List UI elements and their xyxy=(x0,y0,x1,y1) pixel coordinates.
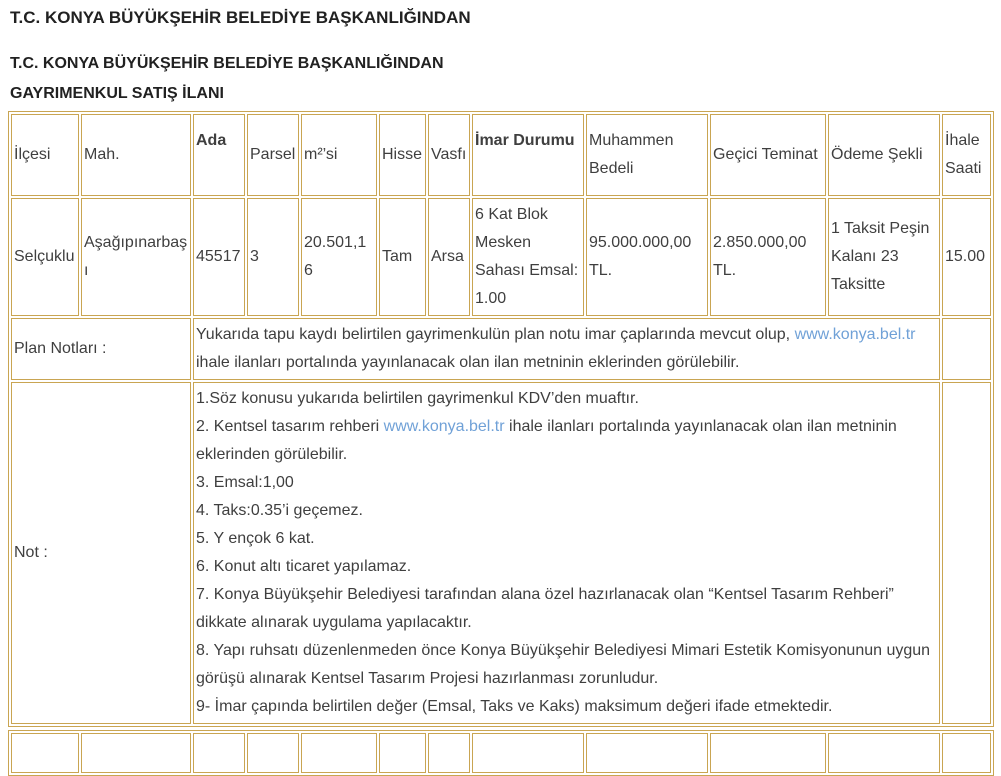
not-line-2: 2. Kentsel tasarım rehberi www.konya.bel.tr ihale ilanları portalında yayınlanacak olan ilan metninin eklerinden görülebilir. xyxy=(196,418,897,463)
col-header-muhammen-bedeli: Muhammen Bedeli xyxy=(586,114,708,196)
cell-parsel: 3 xyxy=(247,198,299,316)
col-header-gecici-teminat: Geçici Teminat xyxy=(710,114,826,196)
plan-notlari-text-after: ihale ilanları portalında yayınlanacak olan ilan metninin eklerinden görülebilir. xyxy=(196,354,740,371)
col-header-mah: Mah. xyxy=(81,114,191,196)
col-header-vasfi: Vasfı xyxy=(428,114,470,196)
plan-notlari-text-before: Yukarıda tapu kaydı belirtilen gayrimenkulün plan notu imar çaplarında mevcut olup, xyxy=(196,326,795,343)
konya-portal-link[interactable]: www.konya.bel.tr xyxy=(794,326,916,343)
cell-hisse: Tam xyxy=(379,198,426,316)
not-line-1: 1.Söz konusu yukarıda belirtilen gayrimenkul KDV’den muaftır. xyxy=(196,390,639,407)
col-header-m2si: m²’si xyxy=(301,114,377,196)
cell-ilcesi: Selçuklu xyxy=(11,198,79,316)
listing-table xyxy=(8,111,994,727)
plan-notlari-row xyxy=(11,318,991,380)
page-title: T.C. KONYA BÜYÜKŞEHİR BELEDİYE BAŞKANLIĞINDAN xyxy=(10,8,471,27)
cell-ihale-saati: 15.00 xyxy=(942,198,991,316)
col-header-hisse: Hisse xyxy=(379,114,426,196)
clipped-row xyxy=(11,733,991,773)
not-content xyxy=(193,382,940,724)
cell-muhammen-bedeli: 95.000.000,00 TL. xyxy=(586,198,708,316)
col-header-odeme-sekli: Ödeme Şekli xyxy=(828,114,940,196)
announcement-heading xyxy=(10,49,1001,109)
cell-gecici-teminat: 2.850.000,00 TL. xyxy=(710,198,826,316)
announcement-title: T.C. KONYA BÜYÜKŞEHİR BELEDİYE BAŞKANLIĞINDAN xyxy=(10,55,444,72)
cell-mah: Aşağıpınarbaşı xyxy=(81,198,191,316)
not-line-5: 5. Y ençok 6 kat. xyxy=(196,530,315,547)
plan-notlari-text xyxy=(193,318,940,380)
plan-notlari-empty-cell xyxy=(942,318,991,380)
konya-portal-link-2[interactable]: www.konya.bel.tr xyxy=(383,418,505,435)
cell-vasfi: Arsa xyxy=(428,198,470,316)
not-empty-cell xyxy=(942,382,991,724)
not-row xyxy=(11,382,991,724)
col-header-ada: Ada xyxy=(193,114,245,196)
col-header-parsel: Parsel xyxy=(247,114,299,196)
cell-ada: 45517 xyxy=(193,198,245,316)
property-row xyxy=(11,198,991,316)
not-line-7: 7. Konya Büyükşehir Belediyesi tarafından alana özel hazırlanacak olan “Kentsel Tasarım Rehberi” dikkate alınarak uygulama yapılacaktır. xyxy=(196,586,894,631)
not-line-6: 6. Konut altı ticaret yapılamaz. xyxy=(196,558,412,575)
cell-m2si: 20.501,16 xyxy=(301,198,377,316)
not-line-3: 3. Emsal:1,00 xyxy=(196,474,294,491)
table-header-row xyxy=(11,114,991,196)
announcement-subtitle: GAYRIMENKUL SATIŞ İLANI xyxy=(10,85,224,102)
not-line-8: 8. Yapı ruhsatı düzenlenmeden önce Konya Büyükşehir Belediyesi Mimari Estetik Komisyonunun uygun görüşü alınarak Kentsel Tasarım Projesi hazırlanması zorunludur. xyxy=(196,642,931,687)
not-line-9: 9- İmar çapında belirtilen değer (Emsal, Taks ve Kaks) maksimum değeri ifade etmektedir. xyxy=(196,698,833,715)
cell-odeme-sekli: 1 Taksit Peşin Kalanı 23 Taksitte xyxy=(828,198,940,316)
not-label: Not : xyxy=(11,382,191,724)
col-header-ilcesi: İlçesi xyxy=(11,114,79,196)
col-header-imar-durumu: İmar Durumu xyxy=(472,114,584,196)
table-continued-clipped xyxy=(8,730,994,776)
cell-imar-durumu: 6 Kat Blok Mesken Sahası Emsal: 1.00 xyxy=(472,198,584,316)
plan-notlari-label: Plan Notları : xyxy=(11,318,191,380)
not-line-4: 4. Taks:0.35’i geçemez. xyxy=(196,502,363,519)
col-header-ihale-saati: İhale Saati xyxy=(942,114,991,196)
